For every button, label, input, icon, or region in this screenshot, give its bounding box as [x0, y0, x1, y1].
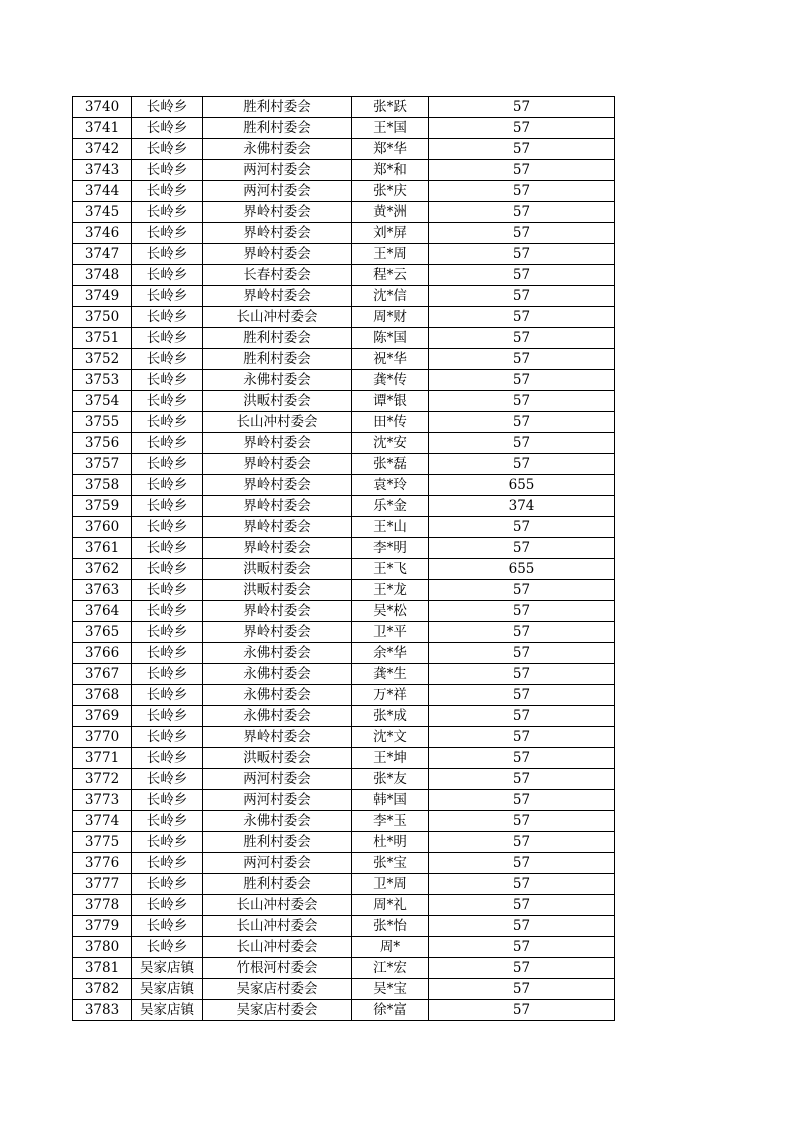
town-cell: 长岭乡 [132, 328, 203, 349]
row-number-cell: 3765 [73, 622, 132, 643]
village-committee-cell: 界岭村委会 [203, 517, 352, 538]
table-row [73, 97, 615, 118]
person-name-cell: 郑*和 [352, 160, 429, 181]
row-number-cell: 3762 [73, 559, 132, 580]
village-committee-cell: 永佛村委会 [203, 706, 352, 727]
person-name-cell: 郑*华 [352, 139, 429, 160]
person-name-cell: 张*成 [352, 706, 429, 727]
row-number-cell: 3748 [73, 265, 132, 286]
table-row [73, 895, 615, 916]
town-cell: 长岭乡 [132, 895, 203, 916]
town-cell: 长岭乡 [132, 832, 203, 853]
amount-cell: 57 [429, 97, 615, 118]
table-row [73, 202, 615, 223]
town-cell: 长岭乡 [132, 559, 203, 580]
town-cell: 长岭乡 [132, 937, 203, 958]
row-number-cell: 3742 [73, 139, 132, 160]
row-number-cell: 3746 [73, 223, 132, 244]
person-name-cell: 沈*信 [352, 286, 429, 307]
village-committee-cell: 两河村委会 [203, 853, 352, 874]
person-name-cell: 袁*玲 [352, 475, 429, 496]
row-number-cell: 3756 [73, 433, 132, 454]
amount-cell: 57 [429, 937, 615, 958]
person-name-cell: 周*财 [352, 307, 429, 328]
person-name-cell: 李*玉 [352, 811, 429, 832]
person-name-cell: 王*周 [352, 244, 429, 265]
town-cell: 长岭乡 [132, 622, 203, 643]
person-name-cell: 祝*华 [352, 349, 429, 370]
row-number-cell: 3766 [73, 643, 132, 664]
village-committee-cell: 吴家店村委会 [203, 1000, 352, 1021]
amount-cell: 655 [429, 475, 615, 496]
table-row [73, 286, 615, 307]
person-name-cell: 黄*洲 [352, 202, 429, 223]
amount-cell: 374 [429, 496, 615, 517]
person-name-cell: 卫*平 [352, 622, 429, 643]
person-name-cell: 王*国 [352, 118, 429, 139]
town-cell: 长岭乡 [132, 811, 203, 832]
amount-cell: 57 [429, 958, 615, 979]
village-committee-cell: 界岭村委会 [203, 496, 352, 517]
table-row [73, 433, 615, 454]
town-cell: 长岭乡 [132, 748, 203, 769]
amount-cell: 57 [429, 160, 615, 181]
village-committee-cell: 洪畈村委会 [203, 559, 352, 580]
town-cell: 长岭乡 [132, 160, 203, 181]
town-cell: 长岭乡 [132, 181, 203, 202]
table-row [73, 1000, 615, 1021]
amount-cell: 57 [429, 916, 615, 937]
person-name-cell: 周* [352, 937, 429, 958]
table-row [73, 685, 615, 706]
town-cell: 长岭乡 [132, 433, 203, 454]
row-number-cell: 3778 [73, 895, 132, 916]
village-committee-cell: 界岭村委会 [203, 622, 352, 643]
row-number-cell: 3779 [73, 916, 132, 937]
row-number-cell: 3772 [73, 769, 132, 790]
amount-cell: 57 [429, 664, 615, 685]
town-cell: 长岭乡 [132, 475, 203, 496]
table-row [73, 706, 615, 727]
village-committee-cell: 永佛村委会 [203, 664, 352, 685]
table-row [73, 223, 615, 244]
row-number-cell: 3770 [73, 727, 132, 748]
village-committee-cell: 界岭村委会 [203, 286, 352, 307]
town-cell: 长岭乡 [132, 349, 203, 370]
table-row [73, 958, 615, 979]
person-name-cell: 王*山 [352, 517, 429, 538]
table-row [73, 349, 615, 370]
person-name-cell: 谭*银 [352, 391, 429, 412]
table-row [73, 160, 615, 181]
row-number-cell: 3741 [73, 118, 132, 139]
person-name-cell: 徐*富 [352, 1000, 429, 1021]
village-committee-cell: 界岭村委会 [203, 202, 352, 223]
village-committee-cell: 长山冲村委会 [203, 307, 352, 328]
amount-cell: 57 [429, 328, 615, 349]
table-row [73, 328, 615, 349]
village-committee-cell: 胜利村委会 [203, 874, 352, 895]
row-number-cell: 3755 [73, 412, 132, 433]
table-row [73, 559, 615, 580]
row-number-cell: 3753 [73, 370, 132, 391]
table-row [73, 832, 615, 853]
town-cell: 吴家店镇 [132, 1000, 203, 1021]
village-committee-cell: 胜利村委会 [203, 349, 352, 370]
person-name-cell: 张*宝 [352, 853, 429, 874]
row-number-cell: 3749 [73, 286, 132, 307]
person-name-cell: 王*飞 [352, 559, 429, 580]
row-number-cell: 3750 [73, 307, 132, 328]
person-name-cell: 万*祥 [352, 685, 429, 706]
amount-cell: 57 [429, 244, 615, 265]
amount-cell: 57 [429, 202, 615, 223]
row-number-cell: 3781 [73, 958, 132, 979]
amount-cell: 57 [429, 349, 615, 370]
row-number-cell: 3777 [73, 874, 132, 895]
village-committee-cell: 长山冲村委会 [203, 916, 352, 937]
row-number-cell: 3760 [73, 517, 132, 538]
village-committee-cell: 永佛村委会 [203, 643, 352, 664]
amount-cell: 57 [429, 265, 615, 286]
amount-cell: 57 [429, 433, 615, 454]
table-row [73, 937, 615, 958]
row-number-cell: 3769 [73, 706, 132, 727]
village-committee-cell: 两河村委会 [203, 769, 352, 790]
table-row [73, 916, 615, 937]
person-name-cell: 王*龙 [352, 580, 429, 601]
town-cell: 长岭乡 [132, 496, 203, 517]
amount-cell: 57 [429, 643, 615, 664]
village-committee-cell: 胜利村委会 [203, 118, 352, 139]
person-name-cell: 沈*安 [352, 433, 429, 454]
amount-cell: 57 [429, 307, 615, 328]
town-cell: 长岭乡 [132, 286, 203, 307]
town-cell: 长岭乡 [132, 853, 203, 874]
town-cell: 长岭乡 [132, 307, 203, 328]
row-number-cell: 3763 [73, 580, 132, 601]
amount-cell: 57 [429, 832, 615, 853]
town-cell: 长岭乡 [132, 454, 203, 475]
row-number-cell: 3782 [73, 979, 132, 1000]
row-number-cell: 3771 [73, 748, 132, 769]
row-number-cell: 3775 [73, 832, 132, 853]
row-number-cell: 3740 [73, 97, 132, 118]
table-row [73, 139, 615, 160]
row-number-cell: 3745 [73, 202, 132, 223]
town-cell: 吴家店镇 [132, 958, 203, 979]
amount-cell: 57 [429, 706, 615, 727]
table-row [73, 643, 615, 664]
person-name-cell: 余*华 [352, 643, 429, 664]
village-committee-cell: 长山冲村委会 [203, 412, 352, 433]
amount-cell: 57 [429, 601, 615, 622]
table-row [73, 412, 615, 433]
row-number-cell: 3780 [73, 937, 132, 958]
table-row [73, 475, 615, 496]
person-name-cell: 程*云 [352, 265, 429, 286]
amount-cell: 57 [429, 286, 615, 307]
person-name-cell: 周*礼 [352, 895, 429, 916]
table-row [73, 181, 615, 202]
town-cell: 长岭乡 [132, 601, 203, 622]
amount-cell: 57 [429, 118, 615, 139]
row-number-cell: 3743 [73, 160, 132, 181]
town-cell: 长岭乡 [132, 517, 203, 538]
village-committee-cell: 竹根河村委会 [203, 958, 352, 979]
village-committee-cell: 界岭村委会 [203, 454, 352, 475]
town-cell: 吴家店镇 [132, 979, 203, 1000]
row-number-cell: 3754 [73, 391, 132, 412]
town-cell: 长岭乡 [132, 706, 203, 727]
table-row [73, 454, 615, 475]
town-cell: 长岭乡 [132, 790, 203, 811]
row-number-cell: 3752 [73, 349, 132, 370]
amount-cell: 57 [429, 979, 615, 1000]
person-name-cell: 陈*国 [352, 328, 429, 349]
row-number-cell: 3747 [73, 244, 132, 265]
village-committee-cell: 洪畈村委会 [203, 748, 352, 769]
person-name-cell: 龚*传 [352, 370, 429, 391]
village-committee-cell: 洪畈村委会 [203, 391, 352, 412]
town-cell: 长岭乡 [132, 244, 203, 265]
amount-cell: 57 [429, 1000, 615, 1021]
amount-cell: 57 [429, 412, 615, 433]
table-row [73, 790, 615, 811]
table-row [73, 391, 615, 412]
town-cell: 长岭乡 [132, 580, 203, 601]
village-committee-cell: 界岭村委会 [203, 475, 352, 496]
row-number-cell: 3767 [73, 664, 132, 685]
village-committee-cell: 胜利村委会 [203, 832, 352, 853]
town-cell: 长岭乡 [132, 370, 203, 391]
village-committee-cell: 胜利村委会 [203, 328, 352, 349]
village-committee-cell: 两河村委会 [203, 790, 352, 811]
village-committee-cell: 永佛村委会 [203, 370, 352, 391]
table-row [73, 664, 615, 685]
amount-cell: 57 [429, 790, 615, 811]
table-row [73, 265, 615, 286]
table-row [73, 769, 615, 790]
amount-cell: 57 [429, 538, 615, 559]
village-committee-cell: 永佛村委会 [203, 139, 352, 160]
person-name-cell: 沈*文 [352, 727, 429, 748]
table-row [73, 580, 615, 601]
table-row [73, 370, 615, 391]
person-name-cell: 韩*国 [352, 790, 429, 811]
village-committee-cell: 长山冲村委会 [203, 895, 352, 916]
person-name-cell: 田*传 [352, 412, 429, 433]
table-row [73, 496, 615, 517]
town-cell: 长岭乡 [132, 118, 203, 139]
person-name-cell: 刘*屏 [352, 223, 429, 244]
village-committee-cell: 界岭村委会 [203, 244, 352, 265]
row-number-cell: 3783 [73, 1000, 132, 1021]
village-committee-cell: 界岭村委会 [203, 433, 352, 454]
town-cell: 长岭乡 [132, 139, 203, 160]
person-name-cell: 龚*生 [352, 664, 429, 685]
person-name-cell: 杜*明 [352, 832, 429, 853]
table-row [73, 118, 615, 139]
amount-cell: 57 [429, 874, 615, 895]
town-cell: 长岭乡 [132, 916, 203, 937]
town-cell: 长岭乡 [132, 412, 203, 433]
person-name-cell: 张*跃 [352, 97, 429, 118]
row-number-cell: 3744 [73, 181, 132, 202]
table-row [73, 622, 615, 643]
table-row [73, 244, 615, 265]
village-committee-cell: 永佛村委会 [203, 685, 352, 706]
table-row [73, 307, 615, 328]
person-name-cell: 吴*松 [352, 601, 429, 622]
amount-cell: 57 [429, 139, 615, 160]
row-number-cell: 3761 [73, 538, 132, 559]
amount-cell: 655 [429, 559, 615, 580]
village-committee-cell: 界岭村委会 [203, 727, 352, 748]
village-committee-cell: 长春村委会 [203, 265, 352, 286]
town-cell: 长岭乡 [132, 664, 203, 685]
town-cell: 长岭乡 [132, 265, 203, 286]
table-row [73, 853, 615, 874]
amount-cell: 57 [429, 769, 615, 790]
amount-cell: 57 [429, 223, 615, 244]
village-committee-cell: 胜利村委会 [203, 97, 352, 118]
roster-table [72, 96, 615, 1021]
amount-cell: 57 [429, 685, 615, 706]
person-name-cell: 卫*周 [352, 874, 429, 895]
amount-cell: 57 [429, 370, 615, 391]
amount-cell: 57 [429, 895, 615, 916]
row-number-cell: 3764 [73, 601, 132, 622]
amount-cell: 57 [429, 580, 615, 601]
row-number-cell: 3774 [73, 811, 132, 832]
village-committee-cell: 吴家店村委会 [203, 979, 352, 1000]
person-name-cell: 张*庆 [352, 181, 429, 202]
row-number-cell: 3773 [73, 790, 132, 811]
row-number-cell: 3758 [73, 475, 132, 496]
village-committee-cell: 两河村委会 [203, 181, 352, 202]
table-row [73, 979, 615, 1000]
amount-cell: 57 [429, 454, 615, 475]
person-name-cell: 张*怡 [352, 916, 429, 937]
town-cell: 长岭乡 [132, 769, 203, 790]
row-number-cell: 3759 [73, 496, 132, 517]
amount-cell: 57 [429, 748, 615, 769]
person-name-cell: 江*宏 [352, 958, 429, 979]
table-row [73, 811, 615, 832]
table-row [73, 748, 615, 769]
amount-cell: 57 [429, 727, 615, 748]
village-committee-cell: 界岭村委会 [203, 223, 352, 244]
amount-cell: 57 [429, 181, 615, 202]
person-name-cell: 张*磊 [352, 454, 429, 475]
village-committee-cell: 两河村委会 [203, 160, 352, 181]
row-number-cell: 3751 [73, 328, 132, 349]
village-committee-cell: 永佛村委会 [203, 811, 352, 832]
person-name-cell: 张*友 [352, 769, 429, 790]
amount-cell: 57 [429, 622, 615, 643]
person-name-cell: 吴*宝 [352, 979, 429, 1000]
row-number-cell: 3757 [73, 454, 132, 475]
village-committee-cell: 洪畈村委会 [203, 580, 352, 601]
person-name-cell: 李*明 [352, 538, 429, 559]
town-cell: 长岭乡 [132, 202, 203, 223]
table-row [73, 517, 615, 538]
row-number-cell: 3776 [73, 853, 132, 874]
amount-cell: 57 [429, 811, 615, 832]
table-row [73, 538, 615, 559]
person-name-cell: 乐*金 [352, 496, 429, 517]
amount-cell: 57 [429, 517, 615, 538]
roster-table-body [73, 97, 615, 1021]
town-cell: 长岭乡 [132, 223, 203, 244]
town-cell: 长岭乡 [132, 97, 203, 118]
town-cell: 长岭乡 [132, 643, 203, 664]
town-cell: 长岭乡 [132, 685, 203, 706]
town-cell: 长岭乡 [132, 538, 203, 559]
town-cell: 长岭乡 [132, 727, 203, 748]
town-cell: 长岭乡 [132, 391, 203, 412]
amount-cell: 57 [429, 391, 615, 412]
table-row [73, 874, 615, 895]
town-cell: 长岭乡 [132, 874, 203, 895]
table-row [73, 601, 615, 622]
person-name-cell: 王*坤 [352, 748, 429, 769]
table-row [73, 727, 615, 748]
village-committee-cell: 长山冲村委会 [203, 937, 352, 958]
row-number-cell: 3768 [73, 685, 132, 706]
amount-cell: 57 [429, 853, 615, 874]
village-committee-cell: 界岭村委会 [203, 601, 352, 622]
village-committee-cell: 界岭村委会 [203, 538, 352, 559]
